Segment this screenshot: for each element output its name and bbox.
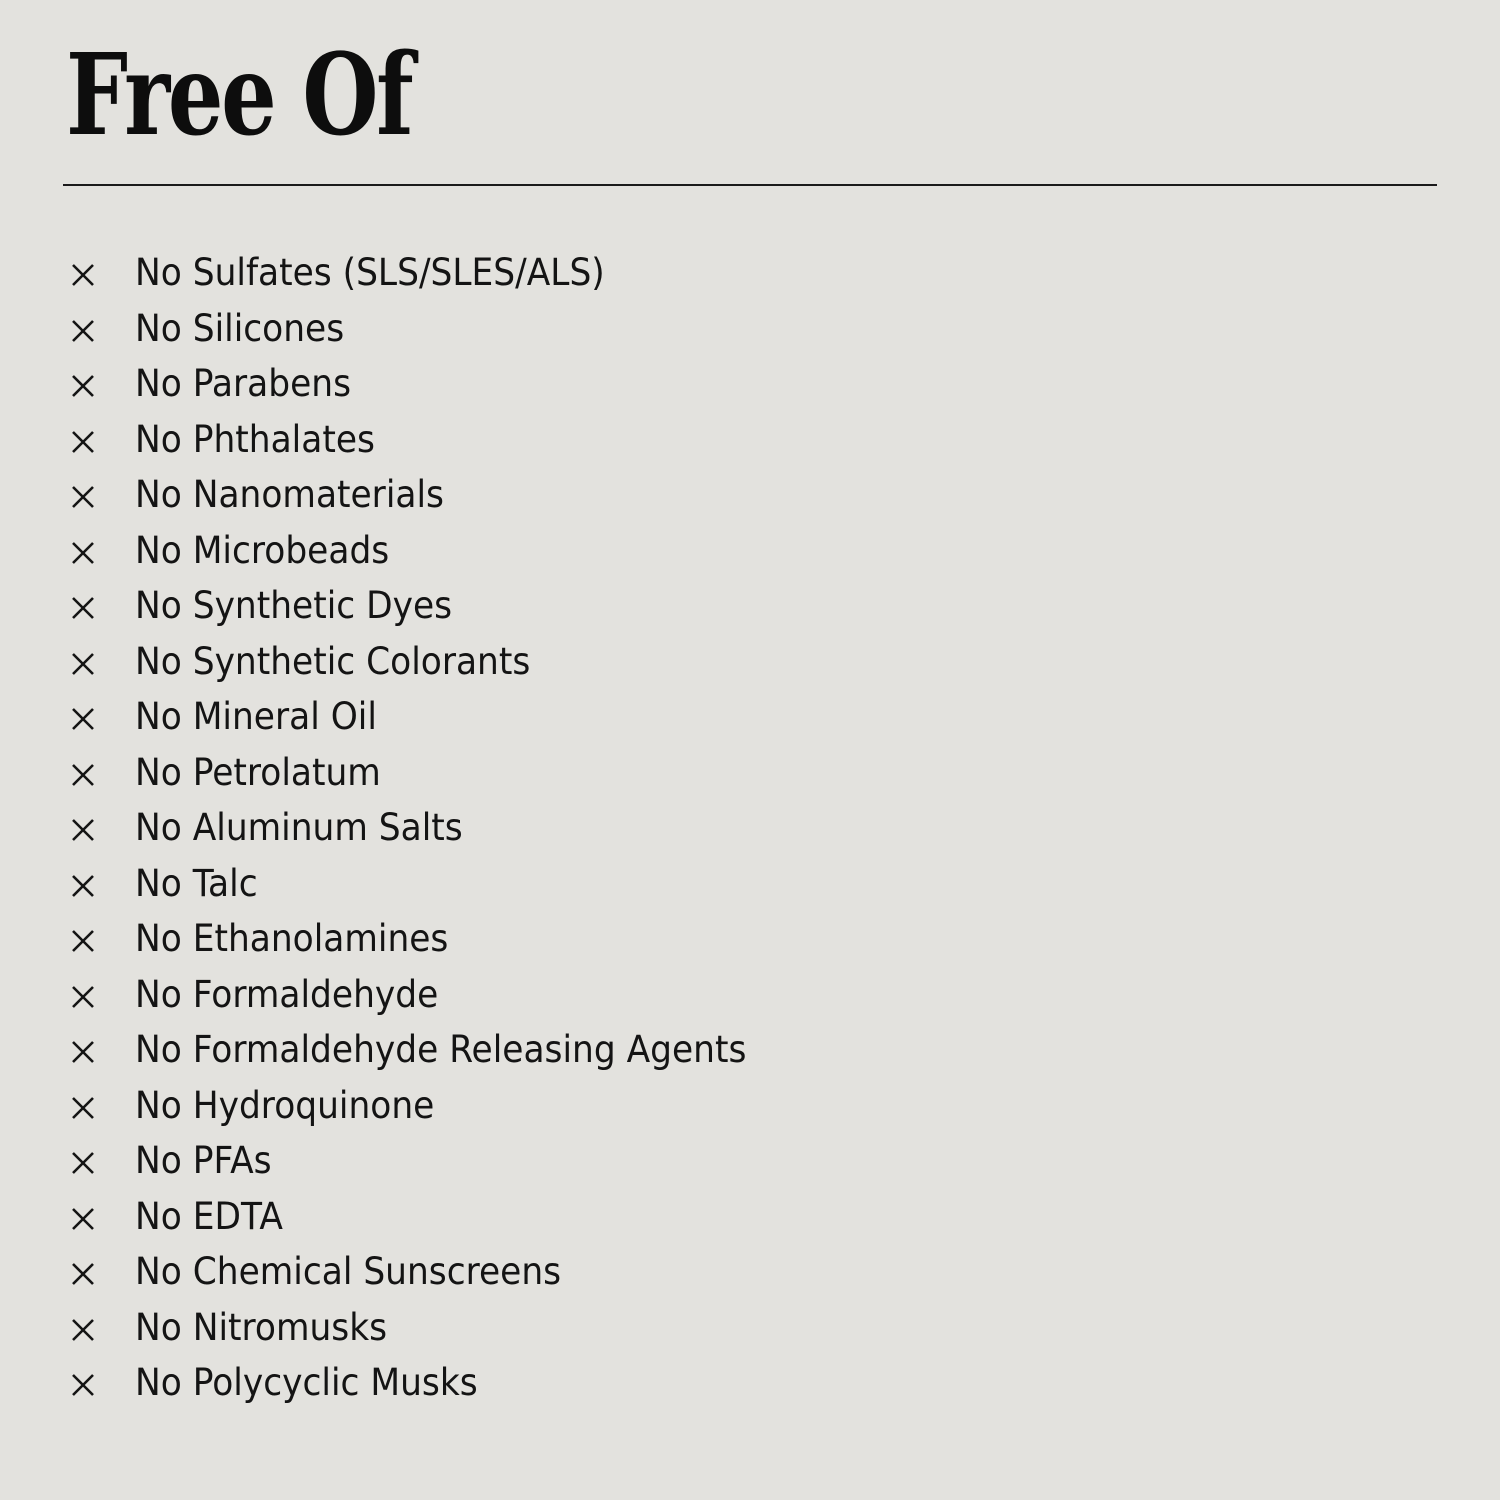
close-x-icon [68,1093,98,1123]
page-title: Free Of [66,30,412,161]
list-item-label: No EDTA [135,1194,283,1238]
list-item-label: No Nanomaterials [135,473,444,516]
list-item-label: No Chemical Sunscreens [135,1250,562,1293]
close-x-icon [68,871,98,901]
close-x-icon [68,1315,98,1345]
list-item-label: No Formaldehyde [135,972,439,1016]
close-x-icon [68,482,98,512]
list-item-label: No Ethanolamines [135,917,449,960]
close-x-icon [68,1259,98,1289]
list-item-label: No Nitromusks [135,1305,388,1349]
list-item-label: No Aluminum Salts [135,806,463,849]
list-item-label: No Formaldehyde Releasing Agents [135,1028,747,1071]
list-item-label: No Polycyclic Musks [135,1361,478,1404]
close-x-icon [68,538,98,568]
list-item-label: No Synthetic Dyes [135,584,453,627]
close-x-icon [68,371,98,401]
close-x-icon [68,427,98,457]
list-item-label: No Synthetic Colorants [135,639,531,683]
close-x-icon [68,260,98,290]
close-x-icon [68,1370,98,1400]
close-x-icon [68,1148,98,1178]
close-x-icon [68,926,98,956]
list-item-label: No Sulfates (SLS/SLES/ALS) [135,251,605,294]
close-x-icon [68,593,98,623]
title-divider [63,184,1437,186]
close-x-icon [68,1204,98,1234]
close-x-icon [68,649,98,679]
list-item-label: No Talc [135,861,258,905]
close-x-icon [68,982,98,1012]
close-x-icon [68,760,98,790]
list-item-label: No Hydroquinone [135,1083,435,1127]
close-x-icon [68,1037,98,1067]
list-item-label: No PFAs [135,1139,272,1182]
list-item-label: No Petrolatum [135,750,381,794]
close-x-icon [68,704,98,734]
list-item-label: No Phthalates [135,417,375,461]
close-x-icon [68,815,98,845]
close-x-icon [68,316,98,346]
list-item-label: No Parabens [135,362,352,405]
list-item-label: No Silicones [135,306,345,350]
list-item-label: No Microbeads [135,528,390,572]
list-item-label: No Mineral Oil [135,695,377,738]
